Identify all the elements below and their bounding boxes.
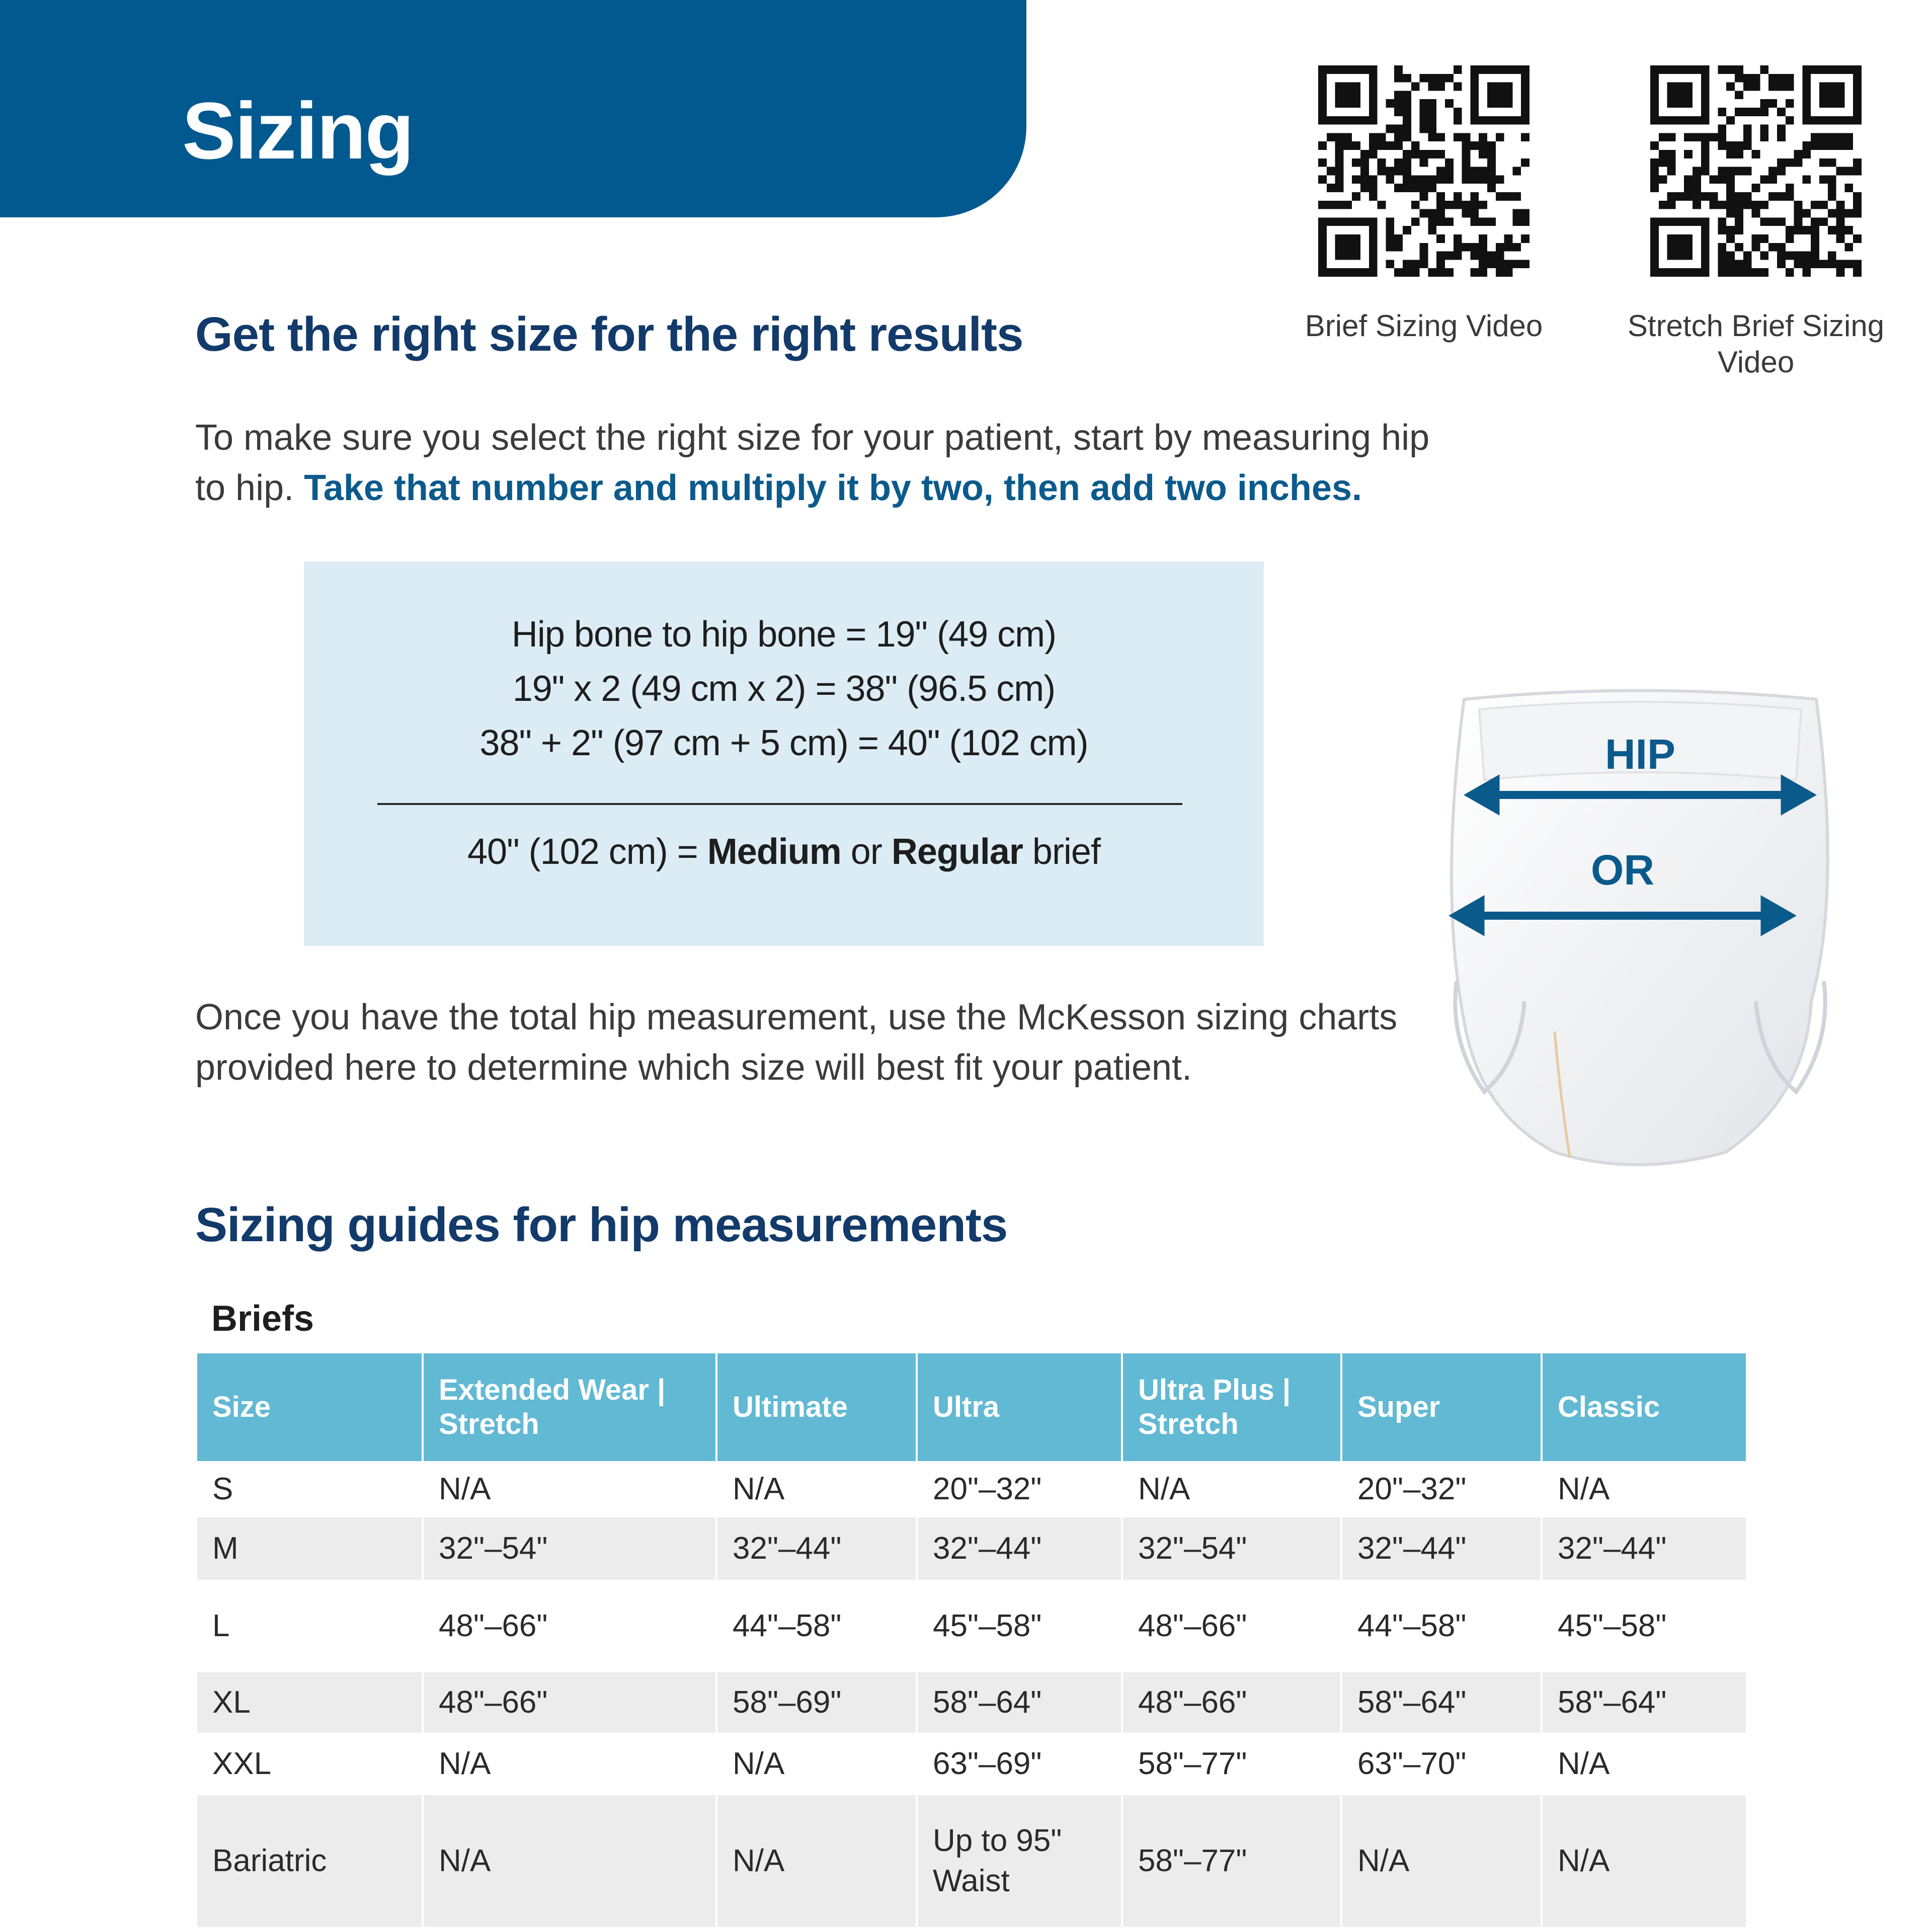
table-cell: 44"–58" bbox=[1341, 1580, 1542, 1672]
qr-code-brief-sizing-video[interactable] bbox=[1318, 65, 1530, 277]
calc-result-prefix: 40" (102 cm) = bbox=[467, 832, 707, 872]
table-row bbox=[197, 1461, 1746, 1517]
table-cell: 58"–69" bbox=[716, 1672, 917, 1733]
table-cell: 58"–64" bbox=[917, 1672, 1122, 1733]
table-header-row bbox=[197, 1353, 1746, 1461]
calc-result-size-medium: Medium bbox=[707, 832, 841, 872]
calc-line-1: Hip bone to hip bone = 19" (49 cm) bbox=[511, 614, 1057, 655]
table-cell: Up to 95" Waist bbox=[917, 1795, 1122, 1927]
table-cell: N/A bbox=[1122, 1461, 1341, 1517]
intro-emphasis: Take that number and multiply it by two, then add two inches. bbox=[304, 468, 1362, 508]
brief-measurement-illustration bbox=[1444, 679, 1836, 1177]
briefs-sizing-table bbox=[197, 1353, 1746, 1927]
intro-text: To make sure you select the right size for your patient, start by measuring hip to hip. bbox=[195, 418, 1430, 508]
table-cell: N/A bbox=[716, 1733, 917, 1795]
calc-divider bbox=[377, 803, 1182, 805]
table-row bbox=[197, 1672, 1746, 1733]
title-banner bbox=[0, 0, 1026, 217]
table-row bbox=[197, 1795, 1746, 1927]
header-classic: Classic bbox=[1542, 1353, 1746, 1461]
calculation-box bbox=[304, 561, 1264, 946]
table-cell: 48"–66" bbox=[423, 1580, 716, 1672]
qr-code-icon bbox=[1318, 65, 1530, 277]
table-cell: XL bbox=[197, 1672, 423, 1733]
table-cell: 63"–69" bbox=[917, 1733, 1122, 1795]
table-cell: XXL bbox=[197, 1733, 423, 1795]
table-cell: 58"–77" bbox=[1122, 1795, 1341, 1927]
table-cell: N/A bbox=[1542, 1795, 1746, 1927]
calc-result-or: or bbox=[841, 832, 892, 872]
table-cell: 58"–77" bbox=[1122, 1733, 1341, 1795]
table-cell: N/A bbox=[423, 1461, 716, 1517]
intro-paragraph bbox=[195, 413, 1453, 513]
table-cell: N/A bbox=[423, 1795, 716, 1927]
qr-modules bbox=[1650, 65, 1862, 277]
table-cell: 44"–58" bbox=[716, 1580, 917, 1672]
table-cell: S bbox=[197, 1461, 423, 1517]
table-cell: N/A bbox=[1341, 1795, 1542, 1927]
table-cell: Bariatric bbox=[197, 1795, 423, 1927]
table-cell: 32"–44" bbox=[1542, 1517, 1746, 1580]
qr-code-icon bbox=[1650, 65, 1862, 277]
hip-label: HIP bbox=[1604, 731, 1676, 778]
qr-modules bbox=[1318, 65, 1530, 277]
table-cell: 32"–54" bbox=[423, 1517, 716, 1580]
calc-result-size-regular: Regular bbox=[891, 832, 1023, 872]
table-cell: 32"–54" bbox=[1122, 1517, 1341, 1580]
qr-code-stretch-brief-sizing-video[interactable] bbox=[1650, 65, 1862, 277]
table-cell: 58"–64" bbox=[1341, 1672, 1542, 1733]
table-cell: 45"–58" bbox=[1558, 1608, 1667, 1643]
table-row bbox=[197, 1517, 1746, 1580]
header-ultimate: Ultimate bbox=[716, 1353, 917, 1461]
qr-caption-stretch-brief: Stretch Brief Sizing Video bbox=[1627, 309, 1885, 379]
header-ultra: Ultra bbox=[917, 1353, 1122, 1461]
table-cell: N/A bbox=[423, 1733, 716, 1795]
table-cell: 20"–32" bbox=[1341, 1461, 1542, 1517]
table-cell: 58"–64" bbox=[1542, 1672, 1746, 1733]
table-caption: Briefs bbox=[211, 1299, 314, 1339]
outro-paragraph: Once you have the total hip measurement, use the McKesson sizing charts provided here to determine which size will best fit your patient. bbox=[195, 997, 1398, 1088]
table-row bbox=[197, 1580, 1746, 1672]
header-size: Size bbox=[197, 1353, 423, 1461]
table-cell: M bbox=[197, 1517, 423, 1580]
table-cell: N/A bbox=[1558, 1472, 1610, 1506]
table-cell: 32"–44" bbox=[716, 1517, 917, 1580]
qr-caption-brief: Brief Sizing Video bbox=[1305, 309, 1543, 343]
header-super: Super bbox=[1341, 1353, 1542, 1461]
table-cell: N/A bbox=[716, 1461, 917, 1517]
table-cell: 45"–58" bbox=[917, 1580, 1122, 1672]
calc-line-2: 19" x 2 (49 cm x 2) = 38" (96.5 cm) bbox=[512, 669, 1056, 709]
table-cell: N/A bbox=[1558, 1746, 1610, 1781]
table-cell: 48"–66" bbox=[423, 1672, 716, 1733]
table-cell: 48"–66" bbox=[1122, 1580, 1341, 1672]
table-cell: L bbox=[197, 1580, 423, 1672]
or-label: OR bbox=[1591, 846, 1654, 894]
table-cell: 48"–66" bbox=[1122, 1672, 1341, 1733]
brief-image bbox=[1444, 679, 1836, 1177]
table-cell: 20"–32" bbox=[917, 1461, 1122, 1517]
table-cell: 63"–70" bbox=[1341, 1733, 1542, 1795]
table-cell: N/A bbox=[716, 1795, 917, 1927]
table-cell: 32"–44" bbox=[917, 1517, 1122, 1580]
section-title: Sizing guides for hip measurements bbox=[195, 1198, 1008, 1252]
table-row bbox=[197, 1733, 1746, 1795]
calc-line-3: 38" + 2" (97 cm + 5 cm) = 40" (102 cm) bbox=[479, 723, 1088, 763]
calc-result-suffix: brief bbox=[1022, 832, 1100, 872]
headline: Get the right size for the right results bbox=[195, 307, 1023, 361]
page-title: Sizing bbox=[182, 86, 414, 176]
calc-result bbox=[304, 831, 1264, 872]
header-extended-wear-stretch: Extended Wear | Stretch bbox=[423, 1353, 716, 1461]
header-ultra-plus-stretch: Ultra Plus | Stretch bbox=[1122, 1353, 1341, 1461]
table-cell: 32"–44" bbox=[1341, 1517, 1542, 1580]
